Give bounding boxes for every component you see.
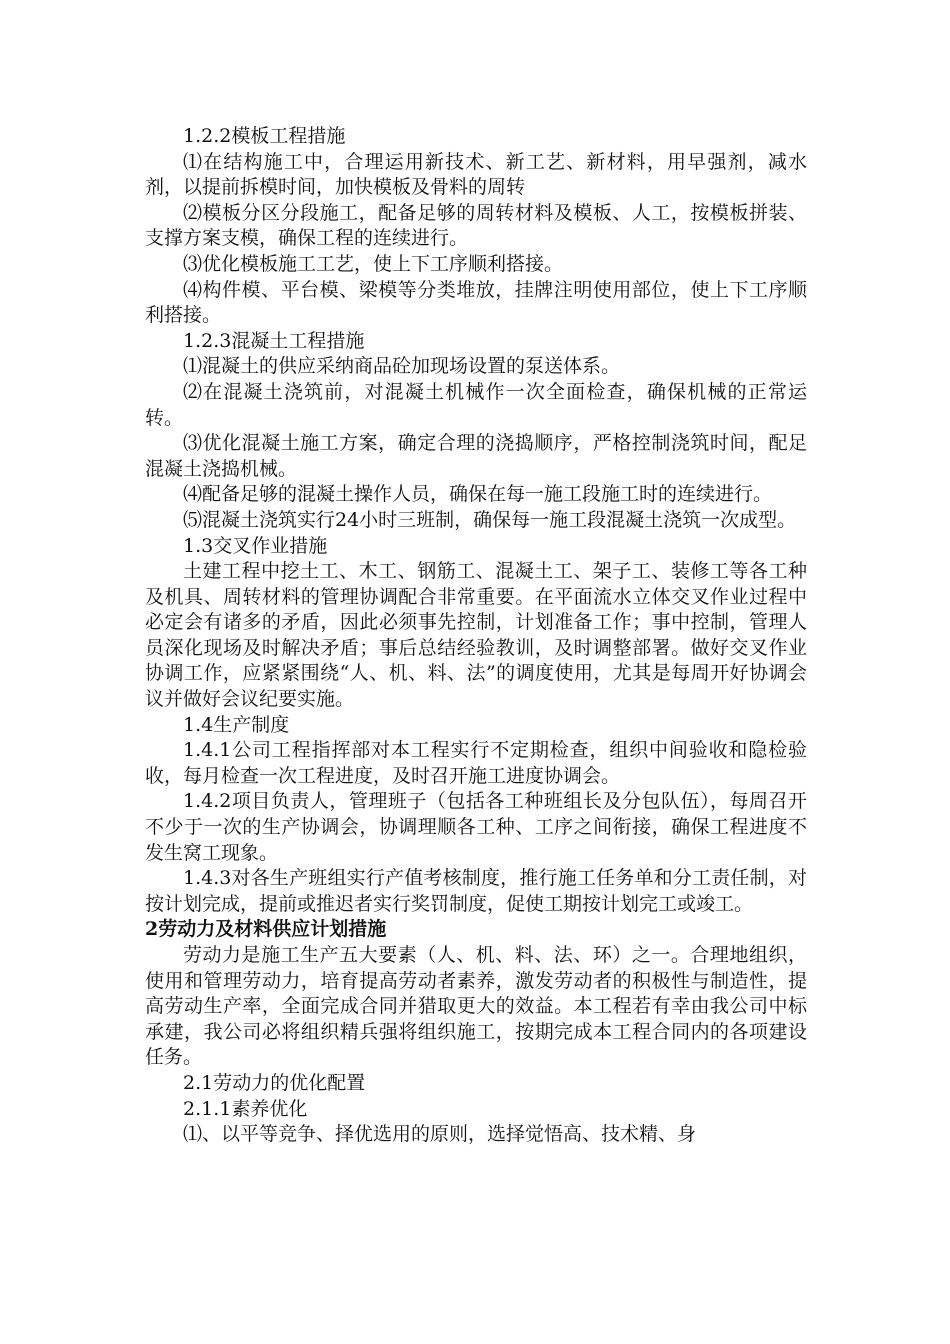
paragraph: ⑸混凝土浇筑实行24小时三班制，确保每一施工段混凝土浇筑一次成型。 (183, 508, 797, 531)
paragraph: ⑵模板分区分段施工，配备足够的周转材料及模板、人工，按模板拼装、支撑方案支模，确保工程的连续进行。 (145, 201, 807, 250)
paragraph: ⑶优化模板施工工艺，使上下工序顺利搭接。 (183, 252, 564, 275)
heading-1-4: 1.4生产制度 (183, 713, 290, 736)
heading-1-2-3: 1.2.3混凝土工程措施 (183, 329, 365, 352)
paragraph: 土建工程中挖土工、木工、钢筋工、混凝土工、架子工、装修工等各工种及机具、周转材料的管理协调配合非常重要。在平面流水立体交叉作业过程中必定会有诸多的矛盾，因此必须事先控制，计划准备工作；事中控制，管理人员深化现场及时解决矛盾；事后总结经验教训，及时调整部署。做好交叉作业协调工作，应紧紧围绕“人、机、料、法”的调度使用，尤其是每周开好协调会议并做好会议纪要实施。 (145, 560, 807, 711)
paragraph: 1.4.1公司工程指挥部对本工程实行不定期检查，组织中间验收和隐检验收，每月检查一次工程进度，及时召开施工进度协调会。 (145, 739, 807, 787)
paragraph: ⑷构件模、平台模、梁模等分类堆放，挂牌注明使用部位，使上下工序顺利搭接。 (145, 278, 807, 327)
heading-1-2-2: 1.2.2模板工程措施 (183, 125, 346, 147)
heading-1-3: 1.3交叉作业措施 (183, 534, 328, 557)
heading-2-1-1: 2.1.1素养优化 (183, 1097, 308, 1120)
section-heading-2: 2劳动力及材料供应计划措施 (145, 918, 387, 941)
paragraph: ⑷配备足够的混凝土操作人员，确保在每一施工段施工时的连续进行。 (183, 483, 773, 506)
paragraph: ⑵在混凝土浇筑前，对混凝土机械作一次全面检查，确保机械的正常运转。 (145, 380, 807, 429)
heading-2-1: 2.1劳动力的优化配置 (183, 1071, 366, 1094)
paragraph: ⑴在结构施工中，合理运用新技术、新工艺、新材料，用早强剂，减水剂，以提前拆模时间，加快模板及骨料的周转 (145, 150, 807, 199)
paragraph: 劳动力是施工生产五大要素（人、机、料、法、环）之一。合理地组织，使用和管理劳动力，培育提高劳动者素养，激发劳动者的积极性与制造性，提高劳动生产率，全面完成合同并猎取更大的效益。本工程若有幸由我公司中标承建，我公司必将组织精兵强将组织施工，按期完成本工程合同内的各项建设任务。 (145, 944, 807, 1069)
paragraph: 1.4.3对各生产班组实行产值考核制度，推行施工任务单和分工责任制，对按计划完成，提前或推迟者实行奖罚制度，促使工期按计划完工或竣工。 (145, 867, 807, 915)
paragraph: ⑴、以平等竞争、择优选用的原则，选择觉悟高、技术精、身 (183, 1123, 697, 1146)
document-page (145, 124, 807, 1148)
paragraph: ⑶优化混凝土施工方案，确定合理的浇捣顺序，严格控制浇筑时间，配足混凝土浇捣机械。 (145, 432, 807, 480)
paragraph: 1.4.2项目负责人，管理班子（包括各工种班组长及分包队伍），每周召开不少于一次的生产协调会，协调理顺各工种、工序之间衔接，确保工程进度不发生窝工现象。 (145, 790, 807, 864)
paragraph: ⑴混凝土的供应采纳商品砼加现场设置的泵送体系。 (183, 355, 621, 378)
